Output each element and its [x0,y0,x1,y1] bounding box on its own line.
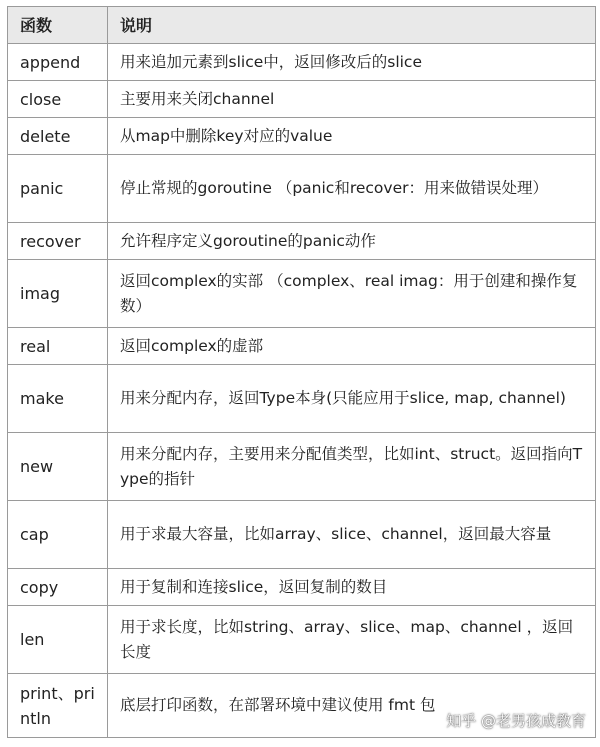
table-row [8,155,596,223]
column-header-description: 说明 [108,7,596,44]
function-name: print、println [8,674,108,738]
function-description: 从map中删除key对应的value [108,118,596,155]
column-header-function: 函数 [8,7,108,44]
function-description: 用于复制和连接slice，返回复制的数目 [108,569,596,606]
function-description: 用来分配内存，主要用来分配值类型，比如int、struct。返回指向Type的指针 [108,433,596,501]
builtin-functions-table [7,6,596,738]
function-name: delete [8,118,108,155]
function-description: 允许程序定义goroutine的panic动作 [108,223,596,260]
function-name: imag [8,260,108,328]
table-row [8,223,596,260]
table-row [8,328,596,365]
function-description: 用来分配内存，返回Type本身(只能应用于slice, map, channel) [108,365,596,433]
function-description: 用于求最大容量，比如array、slice、channel，返回最大容量 [108,501,596,569]
function-name: real [8,328,108,365]
function-name: new [8,433,108,501]
function-name: copy [8,569,108,606]
table-row [8,81,596,118]
function-description: 用来追加元素到slice中，返回修改后的slice [108,44,596,81]
function-name: make [8,365,108,433]
table-row [8,44,596,81]
function-name: cap [8,501,108,569]
function-description: 底层打印函数，在部署环境中建议使用 fmt 包 [108,674,596,738]
function-description: 主要用来关闭channel [108,81,596,118]
function-description: 用于求长度，比如string、array、slice、map、channel ，返回长度 [108,606,596,674]
function-name: recover [8,223,108,260]
table-row [8,260,596,328]
function-name: panic [8,155,108,223]
table-row [8,433,596,501]
function-name: len [8,606,108,674]
table-row [8,606,596,674]
function-name: append [8,44,108,81]
table-header-row [8,7,596,44]
function-description: 停止常规的goroutine （panic和recover：用来做错误处理） [108,155,596,223]
watermark: 知乎 @老男孩成教育 [446,712,586,730]
function-description: 返回complex的虚部 [108,328,596,365]
table-row [8,118,596,155]
table-row [8,569,596,606]
table-row [8,501,596,569]
table-row [8,365,596,433]
function-description: 返回complex的实部 （complex、real imag：用于创建和操作复数） [108,260,596,328]
function-name: close [8,81,108,118]
